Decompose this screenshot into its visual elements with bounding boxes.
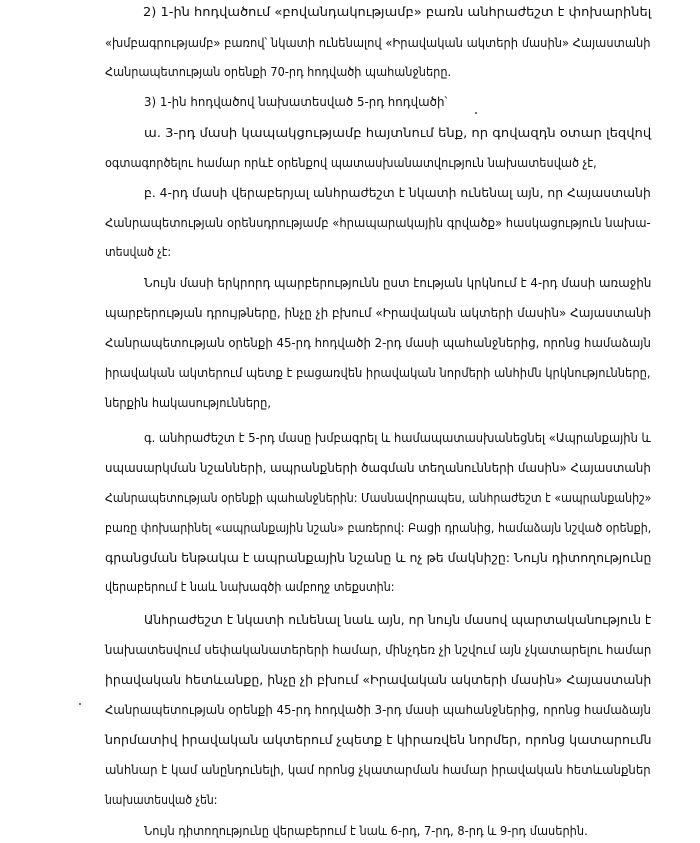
text-line: նախատեսված չեն: (105, 792, 218, 807)
text-line: օգտագործելու համար որևէ օրենքով պատասխանատվություն նախատեսված չէ, (105, 155, 597, 170)
scan-speck (79, 703, 81, 705)
text-line: պարբերության դրույթները, ինչը չի բխում «Իրավական ակտերի մասին» Հայաստանի (105, 305, 652, 320)
text-line: Անհրաժեշտ է նկատի ունենալ նաև այն, որ նույն մասով պարտականություն է (144, 612, 652, 627)
text-line: Հանրապետության օրենքի 45-րդ հոդվածի 3-րդ մասի պահանջներից, որոնց համաձայն (105, 702, 651, 717)
text-line: տեսված չէ: (105, 244, 172, 259)
text-line: գ. անհրաժեշտ է 5-րդ մասը խմբագրել և համապատասխանեցնել «Ապրանքային և (144, 430, 651, 445)
text-line: Նույն դիտողությունը վերաբերում է նաև 6-րդ, 7-րդ, 8-րդ և 9-րդ մասերին. (144, 823, 588, 838)
text-line: Նույն մասի երկրորդ պարբերությունն ըստ էության կրկնում է 4-րդ մասի առաջին (144, 275, 652, 290)
text-line: գրանցման ենթակա է ապրանքային նշանը և ոչ թե մակնիշը: Նույն դիտողությունը (105, 550, 652, 565)
text-line: իրավական հետևանքը, ինչը չի բխում «Իրավական ակտերի մասին» Հայաստանի (105, 672, 652, 687)
scan-speck (475, 112, 477, 114)
text-line: սպասարկման նշանների, ապրանքների ծագման տեղանունների մասին» Հայաստանի (105, 460, 651, 475)
text-line: Հանրապետության օրենքի պահանջներին: Մասնավորապես, անհրաժեշտ է «ապրանքանիշ» (105, 490, 652, 505)
text-line: ա. 3-րդ մասի կապակցությամբ հայտնում ենք, որ գովազդն օտար լեզվով (144, 125, 652, 140)
text-line: «խմբագրությամբ» բառով՝ նկատի ունենալով «Իրավական ակտերի մասին» Հայաստանի (105, 35, 651, 50)
text-line: Հանրապետության օրենքի 45-րդ հոդվածի 2-րդ մասի պահանջներից, որոնց համաձայն (105, 335, 651, 350)
text-line: Հանրապետության օրենքի 70-րդ հոդվածի պահանջները. (105, 64, 452, 79)
text-line: բ. 4-րդ մասի վերաբերյալ անհրաժեշտ է նկատի ունենալ այն, որ Հայաստանի (144, 185, 651, 200)
text-line: 3) 1-ին հոդվածով նախատեսված 5-րդ հոդվածի՝ (144, 94, 448, 109)
text-line: նախատեսվում սեփականատերերի համար, մինչդեռ չի նշվում այն չկատարելու համար (105, 642, 652, 657)
text-line: Հանրապետության օրենսդրությամբ «հրապարակային գրվածք» հասկացություն նախա- (105, 215, 651, 230)
text-line: իրավական ակտերում պետք է բացառվեն իրավական նորմերի անհիմն կրկնությունները, (105, 365, 651, 380)
text-line: նորմատիվ իրավական ակտերում չպետք է կիրառվեն նորմեր, որոնց կատարումն (105, 732, 652, 747)
text-line: բառը փոխարինել «ապրանքային նշան» բառերով: Բացի դրանից, համաձայն նշված օրենքի, (105, 520, 652, 535)
text-line: 2) 1-ին հոդվածում «բովանդակությամբ» բառն անհրաժեշտ է փոխարինել (143, 4, 652, 19)
text-line: վերաբերում է նաև նախագծի ամբողջ տեքստին: (105, 579, 395, 594)
text-line: ներքին հակասությունները, (105, 395, 271, 410)
text-line: անհնար է կամ անընդունելի, կամ որոնց չկատարման համար իրավական հետևանքներ (105, 762, 651, 777)
